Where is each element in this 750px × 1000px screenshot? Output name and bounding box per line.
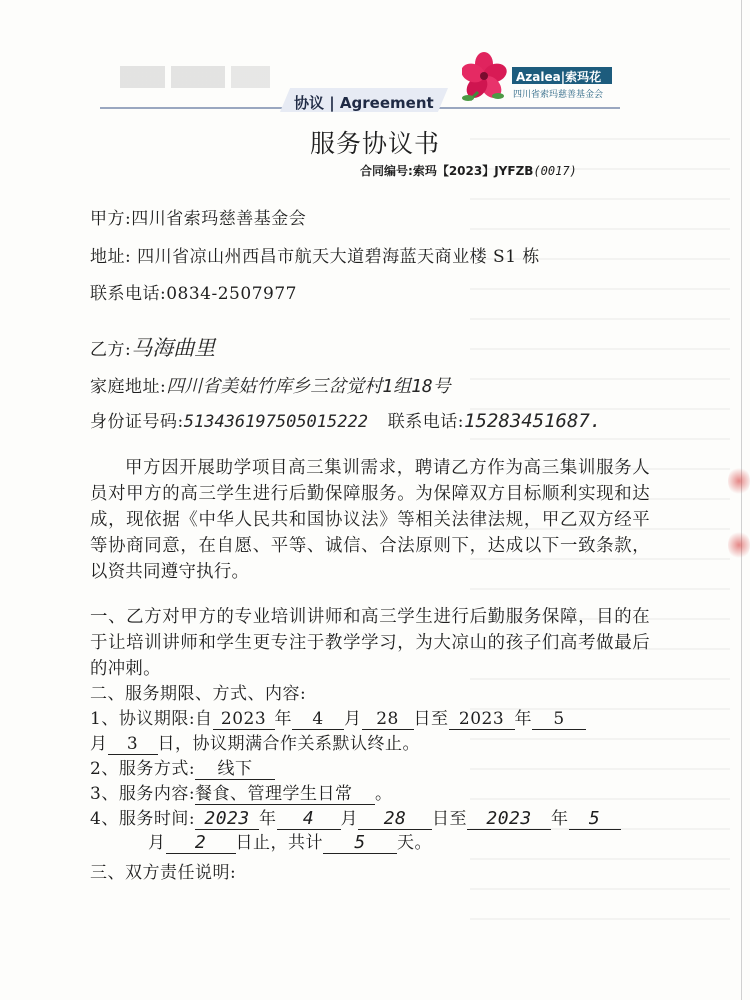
intro-paragraph: 甲方因开展助学项目高三集训需求，聘请乙方作为高三集训服务人员对甲方的高三学生进行后勤保障服务。为保障双方目标顺利实现和达成，现依据《中华人民共和国协议法》等相关法律法规，甲乙双方经平等协商同意，在自愿、平等、诚信、合法原则下，达成以下一致条款，以资共同遵守执行。: [90, 458, 650, 582]
time-total-days: 5: [323, 833, 397, 854]
faded-logo: [120, 66, 270, 88]
contract-number-value: 索玛【2023】JYFZB: [412, 164, 534, 178]
time-start-year: 2023: [195, 809, 259, 830]
time-end-month: 5: [569, 809, 621, 830]
section-one-paragraph: 一、乙方对甲方的专业培训讲师和高三学生进行后勤服务保障，目的在于让培训讲师和学生更专注于教学学习，为大凉山的孩子们高考做最后的冲刺。: [90, 607, 650, 679]
party-a-address-line: [90, 242, 540, 267]
party-b-address-label: 家庭地址:: [90, 377, 167, 397]
term-line-1: 1、协议期限:自 2023 年 4 月 28 日至 2023 年 5: [90, 704, 586, 730]
party-a-address: 四川省凉山州西昌市航天大道碧海蓝天商业楼 S1 栋: [137, 247, 540, 267]
party-b-address-line: [90, 372, 451, 398]
party-b-id-handwritten: 513436197505015222: [183, 412, 368, 432]
section-three-heading: 三、双方责任说明:: [90, 863, 237, 883]
term-line-2: 月 3 日，协议期满合作关系默认终止。: [90, 734, 420, 754]
brand-name: Azalea|索玛花: [516, 70, 602, 84]
party-a-address-label: 地址:: [90, 247, 138, 267]
service-content-value: 餐食、管理学生日常: [195, 784, 375, 805]
time-start-day: 28: [358, 809, 432, 830]
document-title: 服务协议书: [309, 129, 440, 158]
term-end-month: 5: [532, 709, 586, 730]
section-two-heading: 二、服务期限、方式、内容:: [90, 684, 307, 704]
party-b-id-label: 身份证号码:: [90, 412, 184, 432]
term-end-year: 2023: [449, 709, 515, 730]
brand-subtitle: 四川省索玛慈善基金会: [513, 90, 604, 100]
term-end-day: 3: [108, 734, 158, 755]
service-time-line-1: 4、服务时间: 2023 年 4 月 28 日至 2023 年 5: [90, 804, 621, 830]
header-tab-label: 协议 | Agreement: [294, 94, 434, 112]
service-mode-line: 2、服务方式: 线下: [90, 754, 275, 780]
party-a-phone-line: [90, 279, 297, 304]
term-start-month: 4: [292, 709, 344, 730]
party-b-phone-handwritten: 15283451687.: [464, 410, 602, 432]
party-b-name-handwritten: 马海曲里: [131, 336, 216, 360]
red-seal-fragment-2: [728, 530, 750, 560]
party-b-phone-label: 联系电话:: [387, 412, 465, 432]
party-b-label: 乙方:: [90, 340, 132, 360]
party-a-name: 四川省索玛慈善基金会: [131, 209, 307, 229]
term-start-day: 28: [362, 709, 414, 730]
party-b-line: [90, 332, 215, 362]
party-a-phone: 0834-2507977: [166, 284, 297, 304]
party-b-id-line: [90, 407, 601, 432]
service-time-line-2: 月 2 日止，共计 5 天。: [148, 832, 432, 853]
party-b-address-handwritten: 四川省美姑竹库乡三岔觉村1组18号: [166, 376, 451, 397]
service-mode-value: 线下: [195, 759, 275, 780]
time-start-month: 4: [277, 809, 341, 830]
time-end-year: 2023: [467, 809, 551, 830]
term-start-year: 2023: [213, 709, 275, 730]
time-end-day: 2: [166, 833, 236, 854]
party-a-label: 甲方:: [90, 209, 132, 229]
contract-number-handwritten: (0017): [533, 164, 577, 178]
contract-number: [360, 162, 577, 179]
contract-number-label: 合同编号:: [360, 164, 413, 178]
red-seal-fragment-1: [728, 466, 750, 496]
service-content-line: 3、服务内容:餐食、管理学生日常 。: [90, 784, 393, 804]
party-a-phone-label: 联系电话:: [90, 284, 167, 304]
party-a-line: [90, 204, 306, 229]
